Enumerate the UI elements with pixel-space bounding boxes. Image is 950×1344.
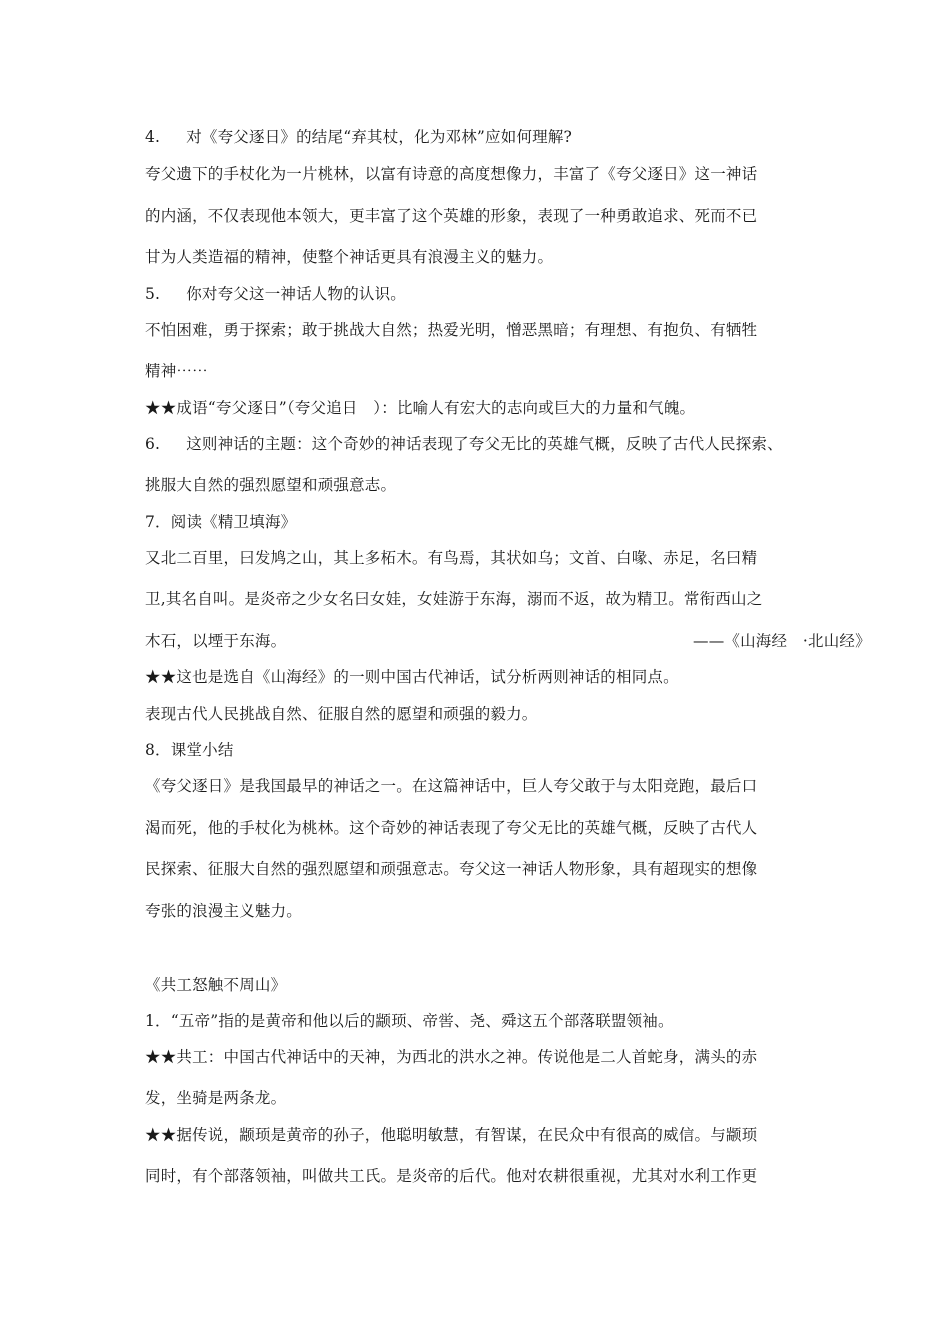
note-line: 同时，有个部落领袖，叫做共工氏。是炎帝的后代。他对农耕很重视，尤其对水利工作更 — [145, 1167, 758, 1185]
note-line: ★★这也是选自《山海经》的一则中国古代神话，试分析两则神话的相同点。 — [145, 668, 679, 686]
note-line: 发，坐骑是两条龙。 — [145, 1089, 287, 1107]
note-line: ★★成语“夸父逐日”（夸父追日 ）：比喻人有宏大的志向或巨大的力量和气魄。 — [145, 399, 696, 417]
section-heading: 7．阅读《精卫填海》 — [145, 513, 297, 531]
answer-line: 不怕困难，勇于探索；敢于挑战大自然；热爱光明，憎恶黑暗；有理想、有抱负、有牺牲 — [145, 321, 758, 339]
question-5 — [145, 284, 406, 304]
answer-line: 夸父遗下的手杖化为一片桃林，以富有诗意的高度想像力，丰富了《夸父逐日》这一神话 — [145, 165, 758, 183]
note-line: ★★据传说，颛顼是黄帝的孙子，他聪明敏慧，有智谋，在民众中有很高的威信。与颛顼 — [145, 1126, 758, 1144]
summary-line: 《夸父逐日》是我国最早的神话之一。在这篇神话中，巨人夸父敢于与太阳竞跑，最后口 — [145, 777, 758, 795]
passage-source: ——《山海经 ·北山经》 — [693, 632, 871, 650]
passage-line — [145, 631, 871, 651]
passage-line: 又北二百里，曰发鸠之山，其上多柘木。有鸟焉，其状如乌；文首、白喙、赤足，名曰精 — [145, 549, 758, 567]
answer-line: 的内涵，不仅表现他本领大，更丰富了这个英雄的形象，表现了一种勇敢追求、死而不已 — [145, 207, 758, 225]
question-number: 4. — [145, 128, 161, 146]
question-number: 5. — [145, 285, 161, 303]
question-text: 你对夸父这一神话人物的认识。 — [186, 285, 407, 303]
question-4 — [145, 127, 572, 147]
answer-line: 挑服大自然的强烈愿望和顽强意志。 — [145, 476, 397, 494]
question-text: 这则神话的主题：这个奇妙的神话表现了夸父无比的英雄气概，反映了古代人民探索、 — [186, 435, 783, 453]
lesson-title: 《共工怒触不周山》 — [145, 976, 287, 994]
answer-line: 甘为人类造福的精神，使整个神话更具有浪漫主义的魅力。 — [145, 248, 554, 266]
note-line: ★★共工：中国古代神话中的天神，为西北的洪水之神。传说他是二人首蛇身，满头的赤 — [145, 1048, 758, 1066]
answer-line: 表现古代人民挑战自然、征服自然的愿望和顽强的毅力。 — [145, 705, 538, 723]
answer-line: 精神⋯⋯ — [145, 362, 208, 380]
point-line: 1．“五帝”指的是黄帝和他以后的颛顼、帝喾、尧、舜这五个部落联盟领袖。 — [145, 1012, 674, 1030]
question-6 — [145, 434, 783, 454]
summary-line: 夸张的浪漫主义魅力。 — [145, 902, 303, 920]
summary-line: 渴而死，他的手杖化为桃林。这个奇妙的神话表现了夸父无比的英雄气概，反映了古代人 — [145, 819, 758, 837]
passage-line: 卫,其名自叫。是炎帝之少女名曰女娃，女娃游于东海，溺而不返，故为精卫。常衔西山之 — [145, 590, 763, 608]
summary-line: 民探索、征服大自然的强烈愿望和顽强意志。夸父这一神话人物形象，具有超现实的想像 — [145, 860, 758, 878]
question-number: 6. — [145, 435, 161, 453]
question-text: 对《夸父逐日》的结尾“弃其杖，化为邓林”应如何理解? — [186, 128, 573, 146]
passage-text: 木石，以堙于东海。 — [145, 632, 287, 650]
section-heading: 8．课堂小结 — [145, 741, 234, 759]
